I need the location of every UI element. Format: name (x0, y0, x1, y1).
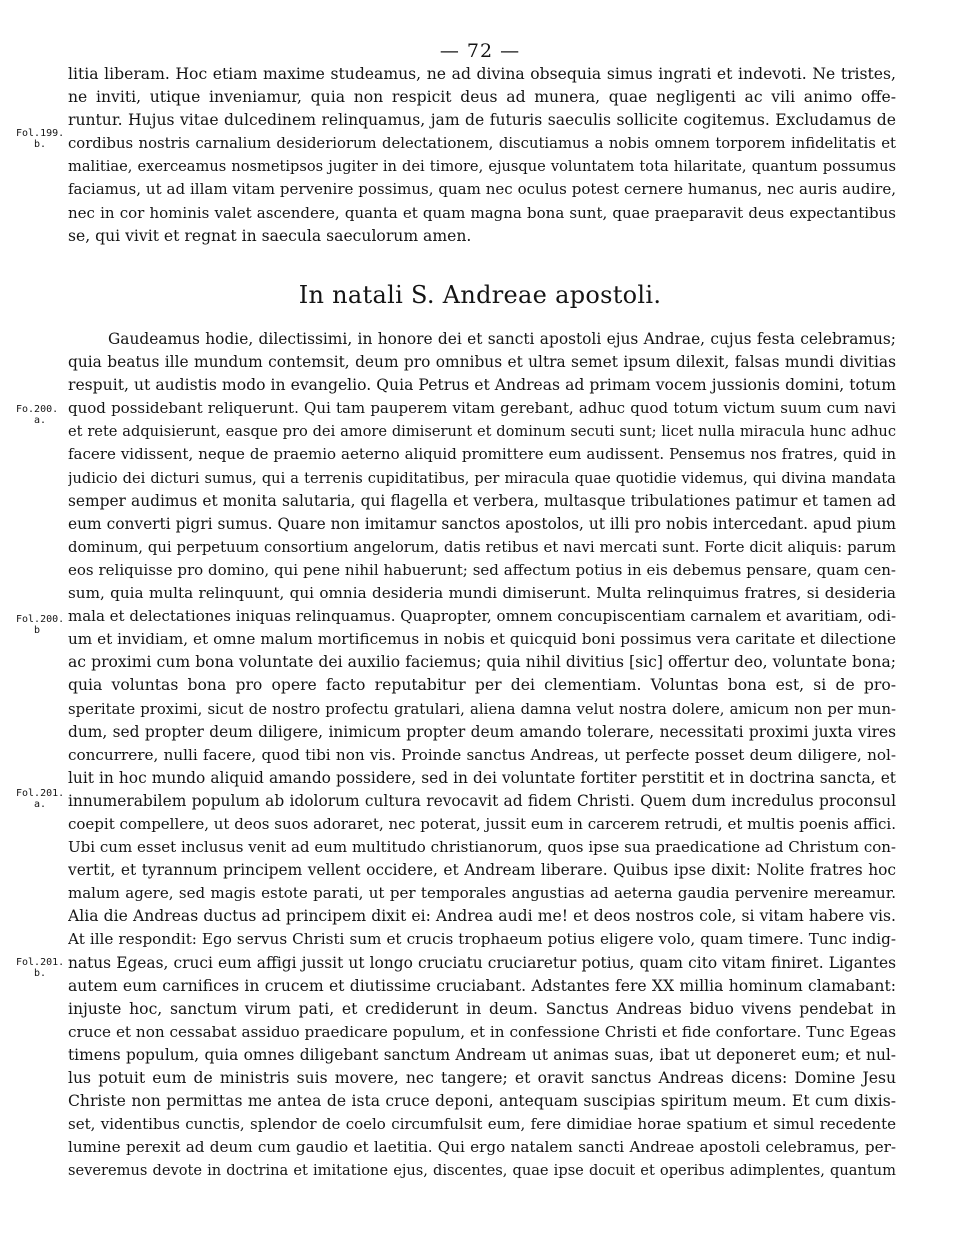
text-line: eum converti pigri sumus. Quare non imitamur sanctos apostolos, ut illi pro nobis intercedant. apud pium (68, 514, 896, 533)
folio-note-sub: a. (34, 799, 47, 810)
text-line: et rete adquisierunt, easque pro dei amore dimiserunt et dominum secuti sunt; licet nulla miracula hunc adhuc (68, 423, 896, 441)
page-number: — 72 — (439, 40, 521, 62)
text-line: sum, quia multa relinquunt, qui omnia desideria mundi dimiserunt. Multa relinquimus fratres, si desideria (68, 584, 896, 603)
text-line: ne inviti, utique inveniamur, quia non respicit deus ad munera, quae negligenti ac vili animo offe- (68, 88, 896, 107)
folio-note (16, 788, 68, 810)
folio-note-main: Fol.200. (16, 614, 65, 625)
text-line: mala et delectationes iniquas relinquamus. Quapropter, omnem concupiscentiam carnalem et avaritiam, odi- (68, 607, 896, 626)
text-line: Ubi cum esset inclusus venit ad eum multitudo christianorum, quos ipse sua praedicatione ad Christum con- (68, 838, 896, 857)
text-line: natus Egeas, cruci eum affigi jussit ut longo cruciatu cruciaretur potius, quam cito vitam finiret. Ligantes (68, 953, 896, 972)
folio-note (16, 614, 68, 636)
text-line: nec in cor hominis valet ascendere, quanta et quam magna bona sunt, quae praeparavit deus expectantibus (68, 203, 896, 222)
text-line: coepit compellere, ut deos suos adoraret, nec poterat, jussit eum in carcerem retrudi, et multis poenis affici. (68, 814, 896, 833)
text-line: At ille respondit: Ego servus Christi sum et crucis trophaeum potius eligere volo, quam timere. Tunc indig- (68, 930, 896, 949)
folio-note-main: Fol.199. (16, 128, 65, 139)
text-line: set, videntibus cunctis, splendor de coelo circumfulsit eum, fere dimidiae horae spatium et simul recedente (68, 1115, 896, 1134)
text-line: lumine perexit ad deum cum gaudio et laetitia. Qui ergo natalem sancti Andreae apostoli celebramus, per- (68, 1138, 896, 1157)
text-line: timens populum, quia omnes diligebant sanctum Andream ut animas suas, ibat ut deponeret eum; et nul- (68, 1045, 896, 1064)
folio-note (16, 957, 68, 979)
text-line: cruce et non cessabat assiduo praedicare populum, et in confessione Christi et fide confortare. Tunc Egeas (68, 1022, 896, 1041)
text-line: quod possidebant reliquerunt. Qui tam pauperem vitam gerebant, adhuc quod totum victum suum cum navi (68, 399, 896, 418)
text-line: quia voluntas bona pro opere facto reputabitur per dei clementiam. Voluntas bona est, si de pro- (68, 676, 896, 695)
folio-note (16, 404, 68, 426)
text-line: respuit, ut audistis modo in evangelio. Quia Petrus et Andreas ad primam vocem jussionis domini, totum (68, 376, 896, 395)
text-line: Alia die Andreas ductus ad principem dixit ei: Andrea audi me! et deos nostros cole, si vitam habere vis. (68, 907, 896, 926)
text-line: lus potuit eum de ministris suis movere, nec tangere; et oravit sanctus Andreas dicens: Domine Jesu (68, 1069, 896, 1087)
text-line: eos reliquisse pro domino, qui pene nihil habuerunt; sed affectum potius in eis debemus pensare, quam cen- (68, 560, 896, 579)
text-line: innumerabilem populum ab idolorum cultura revocavit ad fidem Christi. Quem dum incredulus proconsul (68, 791, 896, 810)
text-line: dominum, qui perpetuum consortium angelorum, datis retibus et navi mercati sunt. Forte dicit aliquis: parum (68, 538, 896, 556)
text-line: semper audimus et monita salutaria, qui flagella et verbera, multasque tribulationes patimur et tamen ad (68, 491, 896, 510)
folio-note-main: Fol.201. (16, 957, 65, 968)
folio-note-sub: b (34, 625, 41, 636)
paragraph-sermon (68, 328, 896, 1182)
text-line: Christe non permittas me antea de ista cruce deponi, antequam suscipias spiritum meum. Et cum dixis- (68, 1092, 896, 1111)
folio-note-sub: b. (34, 968, 47, 979)
text-line: speritate proximi, sicut de nostro profectu gratulari, aliena damna velut nostra dolere, amicum non per mun- (68, 700, 896, 718)
text-line: malum agere, sed magis estote parati, ut per temporales angustias ad aeterna gaudia pervenire mereamur. (68, 884, 896, 903)
text-line: litia liberam. Hoc etiam maxime studeamus, ne ad divina obsequia simus ingrati et indevoti. Ne tristes, (68, 65, 896, 83)
text-line: quia beatus ille mundum contemsit, deum pro omnibus et ultra semet ipsum dilexit, falsas mundi divitias (68, 353, 896, 372)
text-line: malitiae, exerceamus nosmetipsos jugiter in dei timore, ejusque voluntatem tota hilaritate, quantum possumus (68, 158, 896, 176)
text-line: injuste hoc, sanctum virum pati, et crediderunt in deum. Sanctus Andreas biduo vivens pendebat in (68, 999, 896, 1018)
paragraph-continuation (68, 63, 896, 248)
text-line: cordibus nostris carnalium desideriorum delectationem, discutiamus a nobis omnem torporem infidelitatis et (68, 135, 896, 153)
folio-note (16, 128, 68, 150)
folio-note-sub: b. (34, 139, 47, 150)
text-line: ac proximi cum bona voluntate dei auxilio faciemus; quia nihil divitius [sic] offertur deo, voluntate bona; (68, 653, 896, 672)
folio-note-main: Fol.201. (16, 788, 65, 799)
text-line: Gaudeamus hodie, dilectissimi, in honore dei et sancti apostoli ejus Andrae, cujus festa celebramus; (108, 330, 896, 348)
text-line: autem eum carnifices in crucem et diutissime cruciabant. Adstantes fere XX millia hominum clamabant: (68, 976, 896, 995)
text-line: um et invidiam, et omne malum mortificemus in nobis et quicquid boni possimus vera caritate et dilectione (68, 630, 896, 649)
text-line: vertit, et tyrannum principem vellent occidere, et Andream liberare. Quibus ipse dixit: Nolite fratres hoc (68, 861, 896, 880)
section-heading: In natali S. Andreae apostoli. (298, 281, 662, 309)
text-line: runtur. Hujus vitae dulcedinem relinquamus, jam de futuris saeculis sollicite cogitemus. Excludamus de (68, 111, 896, 130)
text-line: se, qui vivit et regnat in saecula saeculorum amen. (68, 226, 472, 245)
text-line: judicio dei dicturi sumus, qui a terrenis cupiditatibus, per miracula quae quotidie videmus, qui divina mandata (68, 469, 896, 487)
folio-note-main: Fo.200. (16, 404, 59, 415)
text-line: concurrere, nulli facere, quod tibi non vis. Proinde sanctus Andreas, ut perfecte posset deum diligere, nol- (68, 745, 896, 764)
folio-note-sub: a. (34, 415, 47, 426)
text-line: luit in hoc mundo aliquid amando possidere, sed in dei voluntate fortiter perstitit et in doctrina sancta, et (68, 768, 896, 787)
text-line: faciamus, ut ad illam vitam pervenire possimus, quam nec oculus potest cernere humanus, nec auris audire, (68, 180, 896, 199)
text-line: severemus devote in doctrina et imitatione ejus, discentes, quae ipse docuit et operibus adimplentes, quantum (68, 1162, 896, 1180)
text-line: facere vidissent, neque de praemio aeterno aliquid promittere eum audissent. Pensemus nos fratres, quid in (68, 445, 896, 464)
text-line: dum, sed propter deum diligere, inimicum propter deum amando tolerare, necessitati proximi juxta vires (68, 722, 896, 741)
